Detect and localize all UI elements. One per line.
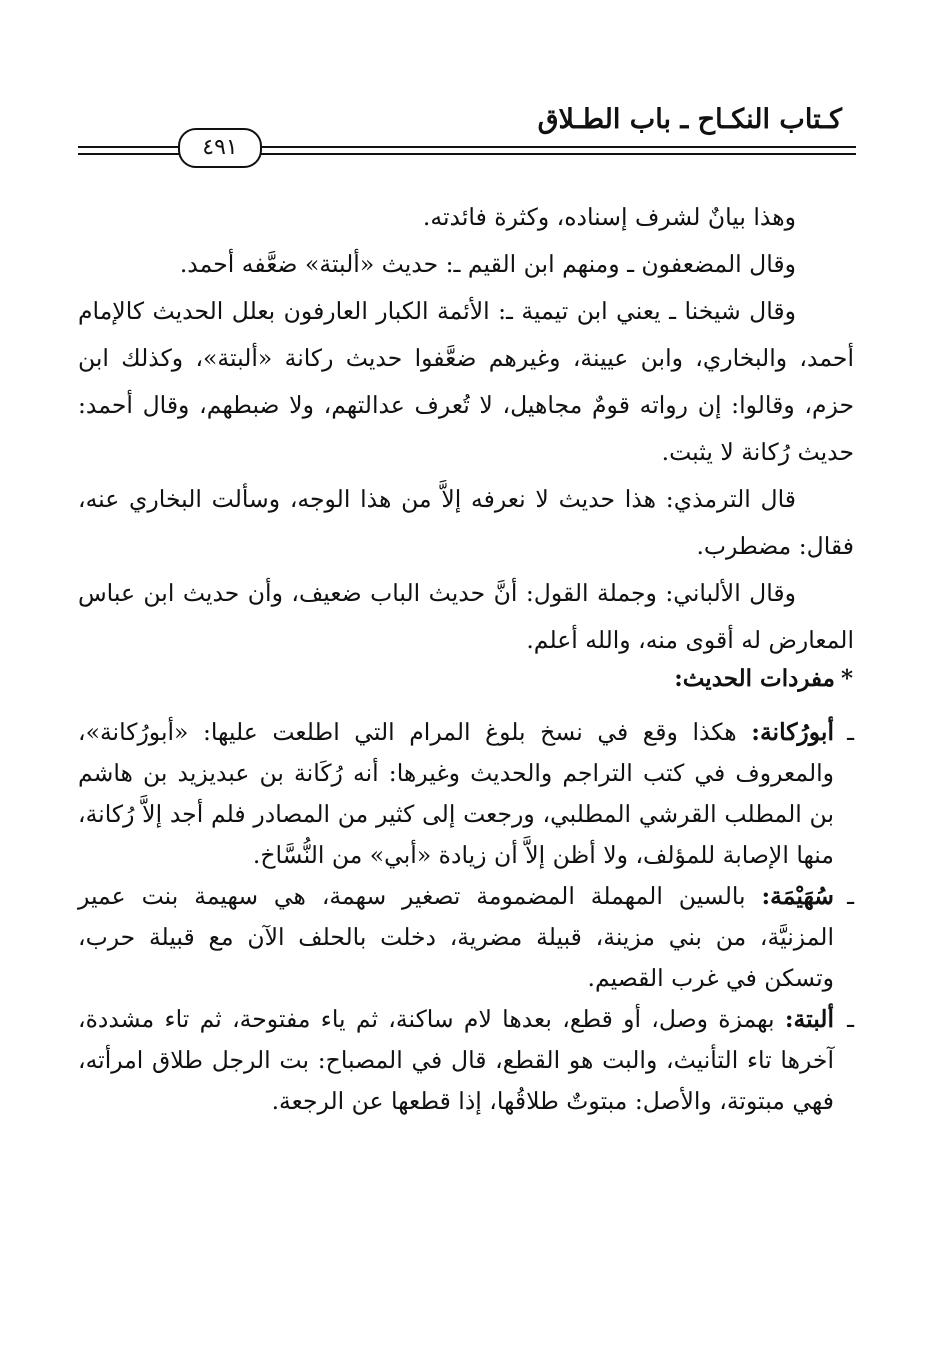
paragraph: قال الترمذي: هذا حديث لا نعرفه إلاَّ من هذا الوجه، وسألت البخاري عنه، فقال: مضطرب. bbox=[78, 485, 854, 560]
dash-marker: ـ bbox=[847, 882, 854, 910]
vocab-entry bbox=[78, 876, 854, 999]
page-number: ٤٩١ bbox=[178, 128, 262, 168]
vocab-term: سُهَيْمَة: bbox=[761, 882, 834, 910]
header-rule bbox=[256, 153, 856, 155]
paragraph: وقال الألباني: وجملة القول: أنَّ حديث الباب ضعيف، وأن حديث ابن عباس المعارض له أقوى منه، والله أعلم. bbox=[78, 579, 854, 654]
header-rule bbox=[78, 146, 180, 148]
vocab-text: بالسين المهملة المضمومة تصغير سهمة، هي سهيمة بنت عمير المزنيَّة، من بني مزينة، قبيلة مضرية، دخلت بالحلف الآن مع قبيلة حرب، وتسكن في غرب القصيم. bbox=[78, 882, 834, 992]
vocabulary-list bbox=[78, 712, 854, 1122]
paragraph: وقال المضعفون ـ ومنهم ابن القيم ـ: حديث «ألبتة» ضعَّفه أحمد. bbox=[179, 250, 796, 278]
vocab-text: هكذا وقع في نسخ بلوغ المرام التي اطلعت عليها: «أبورُكانة»، والمعروف في كتب التراجم والحديث وغيرها: أنه رُكَانة بن عبديزيد بن هاشم بن المطلب القرشي المطلبي، ورجعت إلى كثير من المصادر فلم أجد إلاَّ رُكانة، منها الإصابة للمؤلف، ولا أظن إلاَّ أن زيادة «أبي» من النُّسَّاخ. bbox=[78, 718, 834, 869]
header-title: كـتاب النكـاح ـ باب الطـلاق bbox=[537, 104, 842, 135]
paragraph: وقال شيخنا ـ يعني ابن تيمية ـ: الأئمة الكبار العارفون بعلل الحديث كالإمام أحمد، والبخاري، وابن عيينة، وغيرهم ضعَّفوا حديث ركانة «ألبتة»، وكذلك ابن حزم، وقالوا: إن رواته قومٌ مجاهيل، لا تُعرف عدالتهم، ولا ضبطهم، وقال أحمد: حديث رُكانة لا يثبت. bbox=[78, 297, 854, 466]
dash-marker: ـ bbox=[847, 718, 854, 746]
vocab-entry bbox=[78, 712, 854, 876]
star-marker: * bbox=[840, 665, 853, 692]
section-heading bbox=[674, 665, 853, 692]
vocab-text: بهمزة وصل، أو قطع، بعدها لام ساكنة، ثم ياء مفتوحة، ثم تاء مشددة، آخرها تاء التأنيث، والبت هو القطع، قال في المصباح: بت الرجل طلاق امرأته، فهي مبتوتة، والأصل: مبتوتٌ طلاقُها، إذا قطعها عن الرجعة. bbox=[78, 1005, 834, 1115]
main-text bbox=[78, 194, 854, 664]
header-rule bbox=[256, 146, 856, 148]
dash-marker: ـ bbox=[847, 1005, 854, 1033]
running-header bbox=[70, 104, 856, 164]
vocab-entry bbox=[78, 999, 854, 1122]
header-rule bbox=[78, 153, 180, 155]
section-heading-text: مفردات الحديث: bbox=[674, 665, 835, 692]
vocab-term: أبورُكانة: bbox=[751, 718, 834, 746]
vocab-term: ألبتة: bbox=[784, 1005, 834, 1033]
paragraph: وهذا بيانٌ لشرف إسناده، وكثرة فائدته. bbox=[422, 203, 796, 231]
